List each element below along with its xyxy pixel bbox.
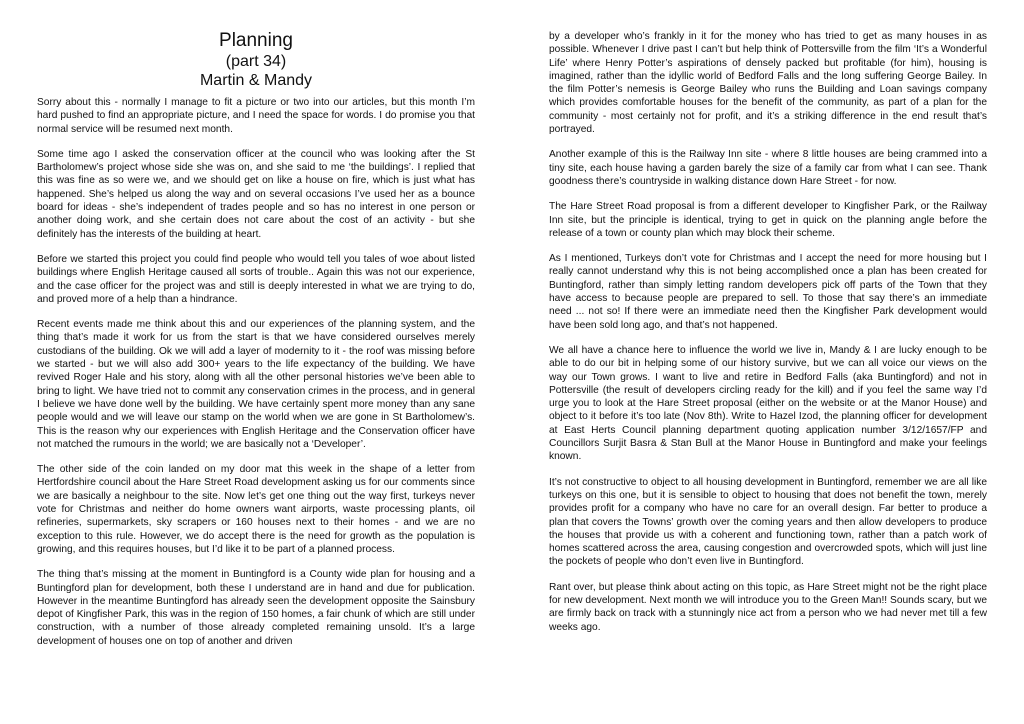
paragraph: Recent events made me think about this and our experiences of the planning system, and the thing that’s made it work for us from the start is that we have considered ourselves merely custodians of the building. Ok we will add a layer of modernity to it - the roof was missing before we started - but we will also add 300+ years to the life expectancy of the building. We have revived Roger Hale and his story, along with all the other personal histories we’ve been able to bring to light. We have tried not to commit any conservation crimes in the process, and in general I believe we have done well by the building. We have certainly spent more money than any sane people would and we will leave our stamp on the world when we are gone in St Bartholomew’s. This is the reason why our experiences with English Heritage and the Conservation officer have not matched the rumours in the world; we are basically not a ‘Developer’. bbox=[37, 319, 475, 450]
article-header bbox=[37, 30, 475, 90]
paragraph: Some time ago I asked the conservation officer at the council who was looking after the St Bartholomew’s project whose side she was on, and she said to me ‘the buildings’. I replied that this was fine as so were we, and we should get on like a house on fire, which is just what has happened. She’s helped us along the way and on several occasions I’ve used her as a bounce board for ideas - she’s independent of trades people and so has no interest in one person or another doing work, and she certain does not care about the cost of an activity - but she definitely has the interests of the building at heart. bbox=[37, 148, 475, 240]
paragraph: Rant over, but please think about acting on this topic, as Hare Street might not be the right place for new development. Next month we will introduce you to the Green Man!! Sounds scary, but we are firmly back on track with a stunningly nice act from a person who we had never met till a few weeks ago. bbox=[549, 581, 987, 633]
paragraph: Sorry about this - normally I manage to fit a picture or two into our articles, but this month I’m hard pushed to find an appropriate picture, and I need the space for words. I do promise you that normal service will be resumed next month. bbox=[37, 97, 475, 135]
article-authors: Martin & Mandy bbox=[199, 72, 313, 89]
paragraph: It’s not constructive to object to all housing development in Buntingford, remember we are all like turkeys on this one, but it is sensible to object to housing that does not benefit the town, merely provides profit for a company who have no care for an overall design. Far better to produce a plan that covers the Towns’ growth over the coming years and then allow developers to produce the houses that provide us with a coherent and functioning town, rather than a patch work of homes scattered across the area, causing congestion and overcrowded spots, which will just line the pockets of people who don’t even live in Buntingford. bbox=[549, 476, 987, 568]
paragraph: Another example of this is the Railway Inn site - where 8 little houses are being crammed into a tiny site, each house having a garden barely the size of a family car from what I can see. Thank goodness there’s countryside in walking distance down Hare Street - for now. bbox=[549, 149, 987, 187]
paragraph: The other side of the coin landed on my door mat this week in the shape of a letter from Hertfordshire council about the Hare Street Road development asking us for our comments since we are basically a neighbour to the site. Now let’s get one thing out the way first, turkeys never vote for Christmas and neither do home owners want airports, waste processing plants, oil refineries, supermarkets, sky scrapers or 160 houses next to their homes - and we are no exception to this rule. However, we do accept there is the need for growth as the population is growing, and this requires houses, but I’d like it to be part of a planned process. bbox=[37, 464, 475, 555]
article-part: (part 34) bbox=[225, 53, 287, 70]
paragraph: As I mentioned, Turkeys don’t vote for Christmas and I accept the need for more housing but I really cannot understand why this is not being accomplished once a plan has been created for Buntingford, rather than simply letting random developers pick off parts of the Town that they have access to because people are prepared to sell. To those that say there’s an immediate need ... not so! If there were an immediate need then the Kingfisher Park development would have been sold long ago, and that’s not happened. bbox=[549, 253, 987, 331]
paragraph: by a developer who’s frankly in it for the money who has tried to get as many houses in as possible. Whenever I drive past I can’t but help think of Pottersville from the film ‘It’s a Wonderful Life’ where Henry Potter’s aspirations of densely packed but profitable (for him), housing is imagined, rather than the idyllic world of Bedford Falls and the long suffering George Bailey. In the film Potter’s nemesis is George Bailey who runs the Building and Loan savings company which provides comfortable houses for the benefit of the community, as part of a plan for the community - most certainly not for profit, and it’s a striking difference in the end result that’s portrayed. bbox=[549, 31, 987, 136]
right-column bbox=[549, 30, 987, 646]
left-column bbox=[37, 30, 475, 660]
paragraph: Before we started this project you could find people who would tell you tales of woe about listed buildings where English Heritage caused all sorts of trouble.. Again this was not our experience, and the case officer for the project was and still is deeply interested in what we are trying to do, and proved more of a help than a hindrance. bbox=[37, 253, 475, 305]
paragraph: We all have a chance here to influence the world we live in, Mandy & I are lucky enough to be able to do our bit in helping some of our history survive, but we can all voice our views on the way our Town grows. I want to live and retire in Bedford Falls (aka Buntingford) and not in Pottersville (the result of developers circling ready for the kill) and if you feel the same way I’d urge you to look at the Hare Street proposal (either on the website or at the Manor House) and object to it before it’s too late (Nov 8th). Write to Hazel Izod, the planning officer for development at East Herts Council planning department quoting application number 3/12/1657/FP and Councillors Surjit Basra & Stan Bull at the Manor House in Buntingford and make your feelings known. bbox=[549, 344, 987, 463]
paragraph: The thing that’s missing at the moment in Buntingford is a County wide plan for housing and a Buntingford plan for development, both these I understand are in hand and due for publication. However in the meantime Buntingford has already seen the development opposite the Sainsbury depot of Kingfisher Park, this was in the region of 150 homes, a fair chunk of which are still under construction, with a number of those already completed remaining unsold. It’s a large development of houses one on top of another and driven bbox=[37, 569, 475, 647]
paragraph: The Hare Street Road proposal is from a different developer to Kingfisher Park, or the Railway Inn site, but the principle is identical, trying to get in quick on the planning angle before the release of a town or county plan which may block their scheme. bbox=[549, 201, 987, 239]
article-title: Planning bbox=[219, 30, 293, 51]
